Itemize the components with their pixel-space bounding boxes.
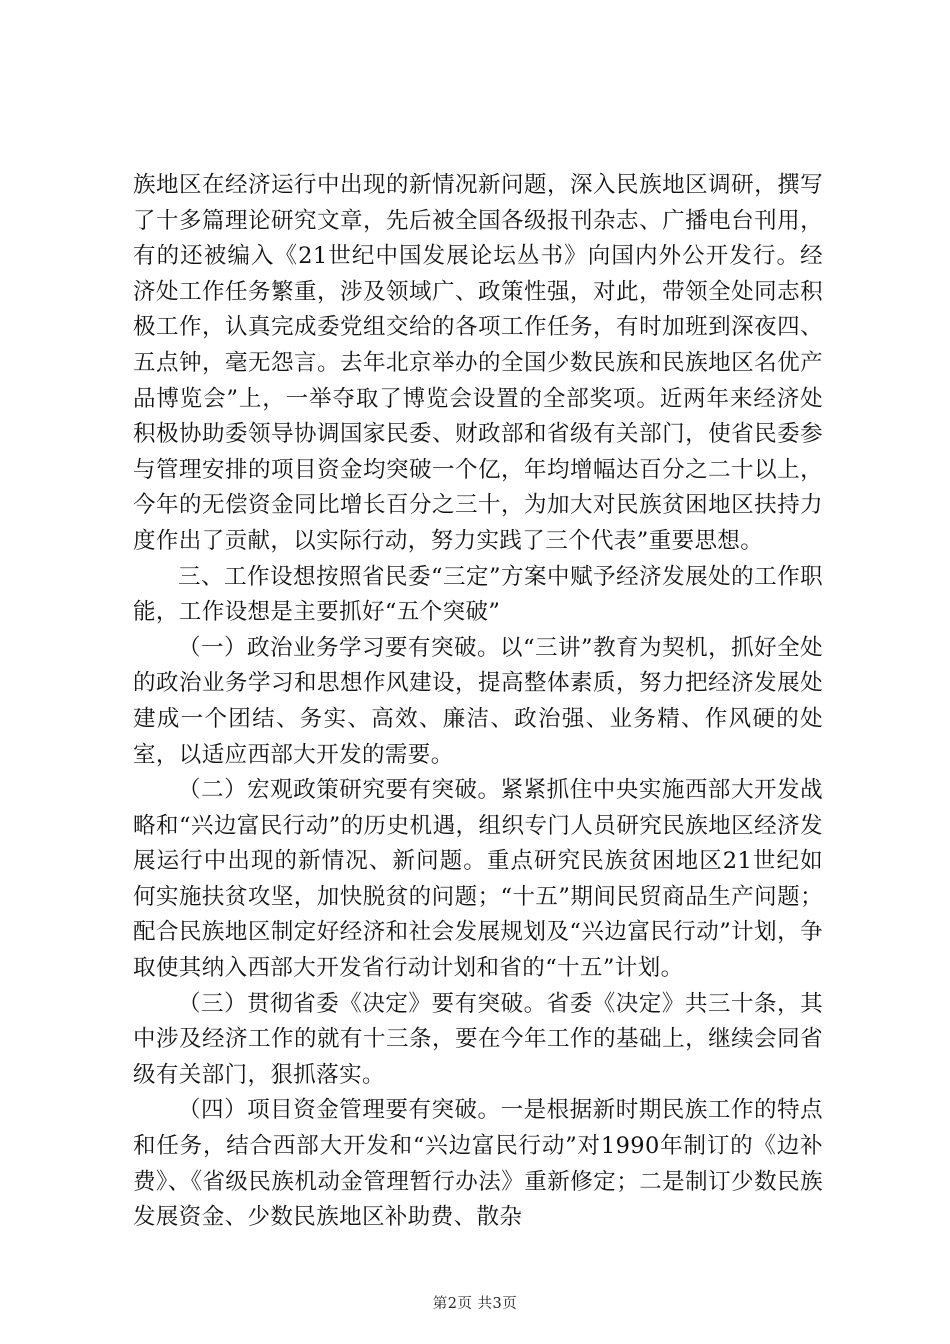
page-number-footer: 第2页 共3页 bbox=[432, 1296, 518, 1312]
paragraph-section-three: 三、工作设想按照省民委“三定”方案中赋予经济发展处的工作职能，工作设想是主要抓好“五个突破” bbox=[133, 563, 823, 626]
paragraph-item-three: （三）贯彻省委《决定》要有突破。省委《决定》共三十条，其中涉及经济工作的就有十三条，要在今年工作的基础上，继续会同省级有关部门，狠抓落实。 bbox=[133, 990, 823, 1088]
paragraph-continued: 族地区在经济运行中出现的新情况新问题，深入民族地区调研，撰写了十多篇理论研究文章，先后被全国各级报刊杂志、广播电台刊用，有的还被编入《21世纪中国发展论坛丛书》向国内外公开发行。经济处工作任务繁重，涉及领域广、政策性强，对此，带领全处同志积极工作，认真完成委党组交给的各项工作任务，有时加班到深夜四、五点钟，毫无怨言。去年北京举办的全国少数民族和民族地区名优产品博览会”上，一举夺取了博览会设置的全部奖项。近两年来经济处积极协助委领导协调国家民委、财政部和省级有关部门，使省民委参与管理安排的项目资金均突破一个亿，年均增幅达百分之二十以上，今年的无偿资金同比增长百分之三十，为加大对民族贫困地区扶持力度作出了贡献，以实际行动，努力实践了三个代表”重要思想。 bbox=[133, 172, 823, 554]
paragraph-item-one: （一）政治业务学习要有突破。以“三讲”教育为契机，抓好全处的政治业务学习和思想作风建设，提高整体素质，努力把经济发展处建成一个团结、务实、高效、廉洁、政治强、业务精、作风硬的处室，以适应西部大开发的需要。 bbox=[133, 634, 823, 768]
document-body bbox=[133, 168, 823, 1236]
paragraph-item-four: （四）项目资金管理要有突破。一是根据新时期民族工作的特点和任务，结合西部大开发和“兴边富民行动”对1990年制订的《边补费》、《省级民族机动金管理暂行办法》重新修定；二是制订少数民族发展资金、少数民族地区补助费、散杂 bbox=[133, 1097, 823, 1231]
paragraph-item-two: （二）宏观政策研究要有突破。紧紧抓住中央实施西部大开发战略和“兴边富民行动”的历史机遇，组织专门人员研究民族地区经济发展运行中出现的新情况、新问题。重点研究民族贫困地区21世纪如何实施扶贫攻坚，加快脱贫的问题；“十五”期间民贸商品生产问题；配合民族地区制定好经济和社会发展规划及“兴边富民行动”计划，争取使其纳入西部大开发省行动计划和省的“十五”计划。 bbox=[133, 777, 823, 982]
